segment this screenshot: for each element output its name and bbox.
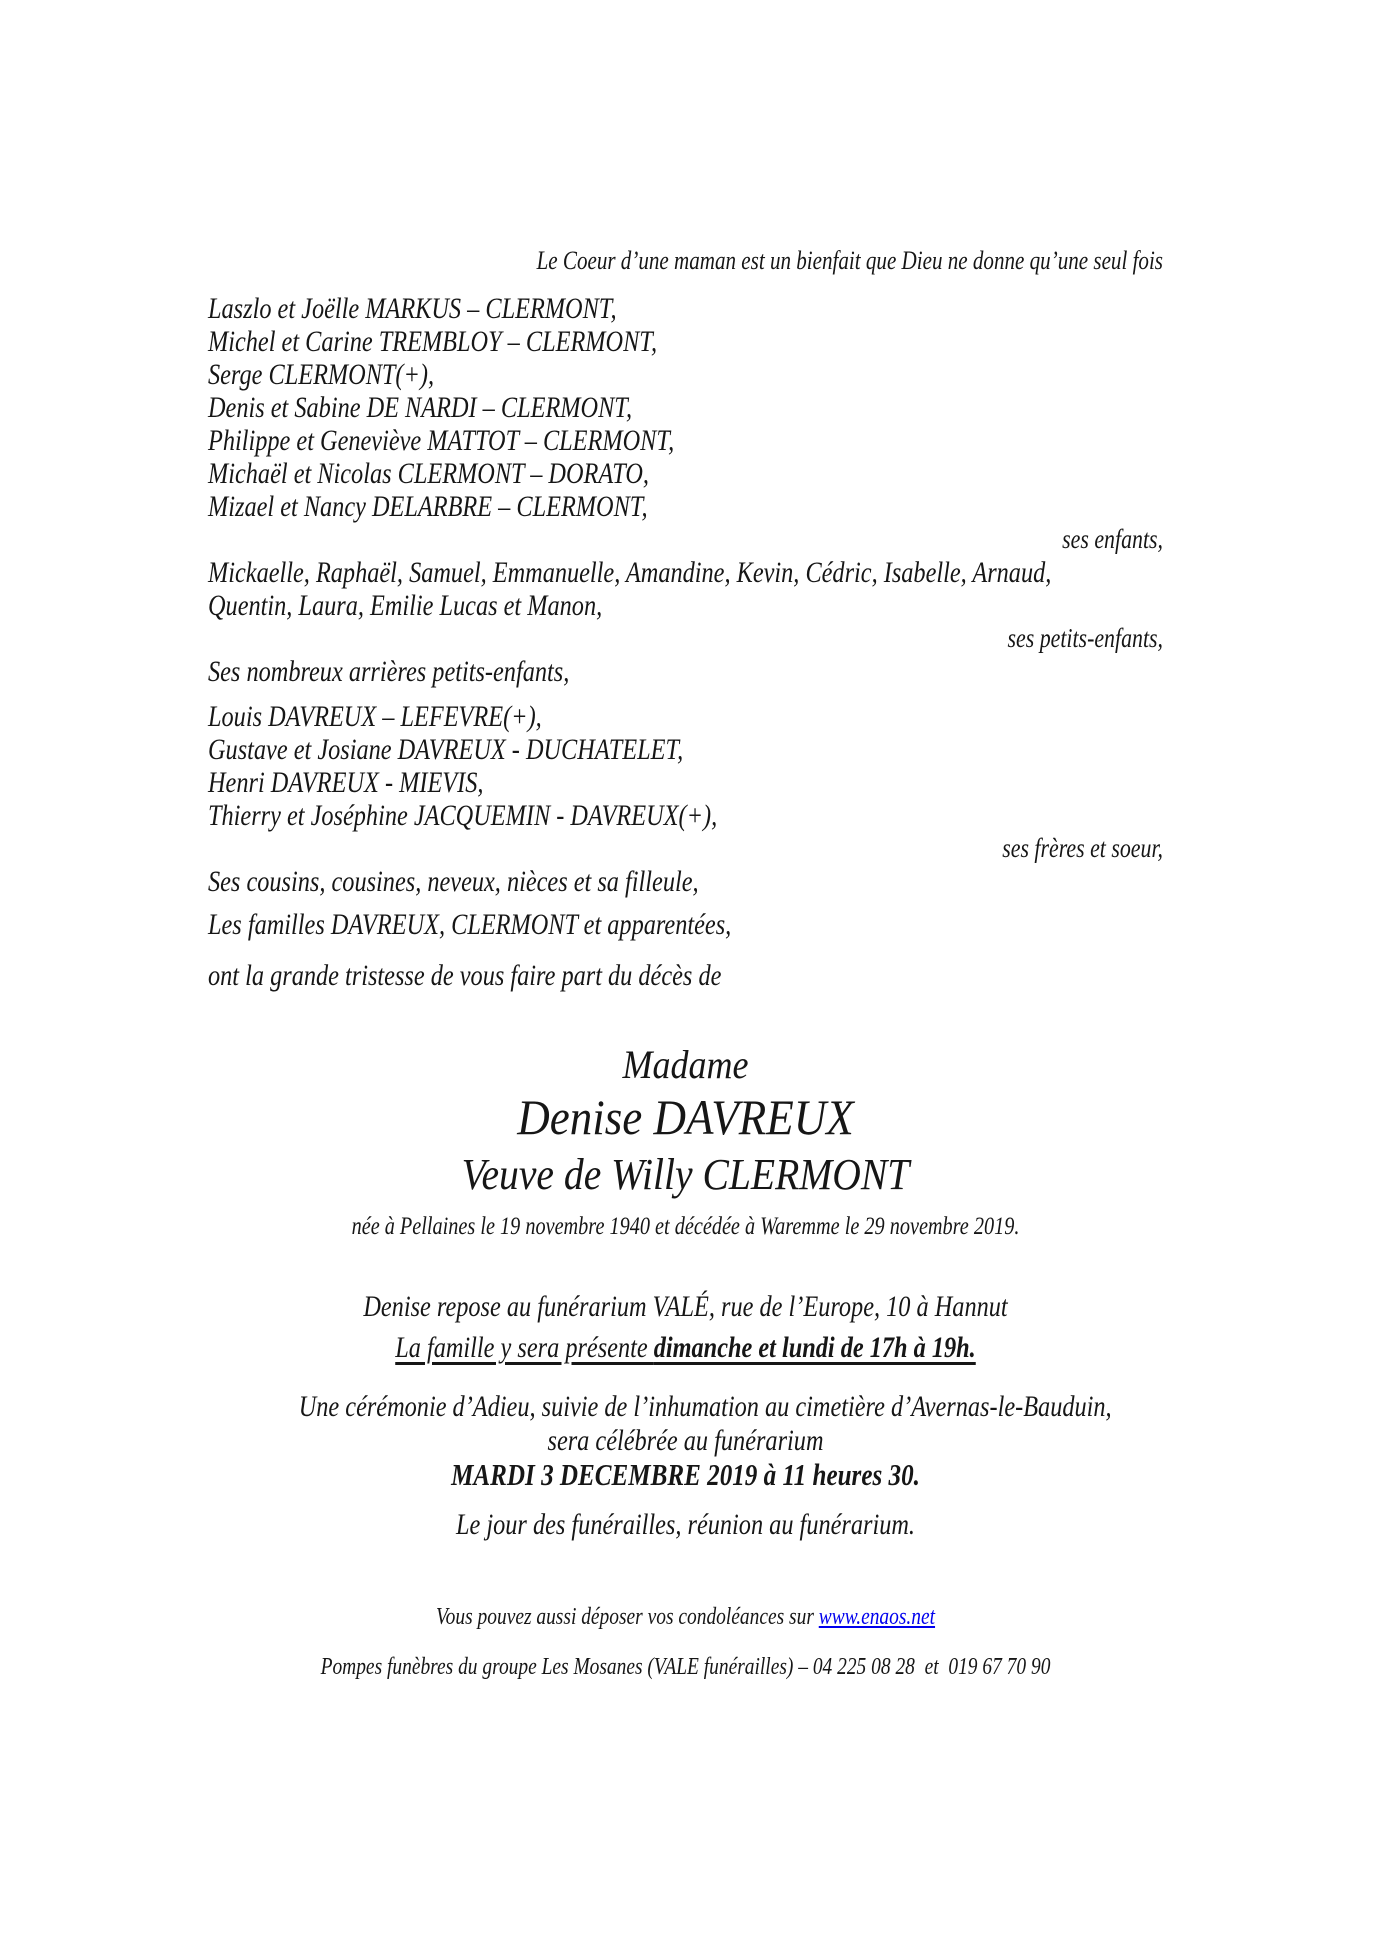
deceased-widow-of: Veuve de Willy CLERMONT	[461, 1150, 910, 1199]
children-relation-label: ses enfants,	[1062, 524, 1163, 554]
siblings-list	[208, 700, 1163, 832]
family-line: Michaël et Nicolas CLERMONT – DORATO,	[208, 457, 650, 490]
ceremony-line-2: sera célébrée au funérarium	[547, 1424, 824, 1457]
deceased-life-dates: née à Pellaines le 19 novembre 1940 et décédée à Waremme le 29 novembre 2019.	[351, 1213, 1020, 1240]
family-line: Gustave et Josiane DAVREUX - DUCHATELET,	[208, 733, 684, 766]
condolences-text: Vous pouvez aussi déposer vos condoléances sur	[435, 1604, 819, 1630]
family-line: Louis DAVREUX – LEFEVRE(+),	[208, 700, 542, 733]
grandchildren-list	[208, 556, 1163, 622]
condolences-link[interactable]: www.enaos.net	[818, 1604, 936, 1630]
great-grandchildren-line: Ses nombreux arrières petits-enfants,	[208, 655, 570, 688]
family-line: Serge CLERMONT(+),	[208, 358, 435, 391]
ceremony-date-line: MARDI 3 DECEMBRE 2019 à 11 heures 30.	[451, 1457, 920, 1492]
grandchildren-relation-label: ses petits-enfants,	[1007, 623, 1163, 653]
family-line: Denis et Sabine DE NARDI – CLERMONT,	[208, 391, 633, 424]
cousins-line: Ses cousins, cousines, neveux, nièces et sa filleule,	[208, 865, 699, 898]
condolences-line	[299, 1602, 1073, 1632]
family-line: Michel et Carine TREMBLOY – CLERMONT,	[208, 325, 658, 358]
epigraph-quote: Le Coeur d’une maman est un bienfait que Dieu ne donne qu’une seul fois	[536, 246, 1163, 275]
siblings-relation-label: ses frères et soeur,	[1002, 833, 1163, 863]
deceased-name: Denise DAVREUX	[517, 1089, 854, 1145]
funeral-home-line: Pompes funèbres du groupe Les Mosanes (VALE funérailles) – 04 225 08 28 et 019 67 70 90	[320, 1654, 1051, 1680]
deceased-title: Madame	[622, 1042, 749, 1087]
children-list	[208, 292, 1163, 523]
family-line: Mickaelle, Raphaël, Samuel, Emmanuelle, Amandine, Kevin, Cédric, Isabelle, Arnaud,	[208, 556, 1052, 589]
funeral-reunion-line: Le jour des funérailles, réunion au funérarium.	[456, 1508, 915, 1541]
ceremony-line-1: Une cérémonie d’Adieu, suivie de l’inhumation au cimetière d’Avernas-le-Bauduin,	[298, 1390, 1112, 1423]
family-line: Laszlo et Joëlle MARKUS – CLERMONT,	[208, 292, 617, 325]
viewing-location-line: Denise repose au funérarium VALÉ, rue de l’Europe, 10 à Hannut	[363, 1290, 1008, 1323]
families-line: Les familles DAVREUX, CLERMONT et apparentées,	[208, 908, 732, 941]
family-line: Mizael et Nancy DELARBRE – CLERMONT,	[208, 490, 648, 523]
family-line: Thierry et Joséphine JACQUEMIN - DAVREUX(+),	[208, 799, 718, 832]
announcement-line: ont la grande tristesse de vous faire part du décès de	[208, 959, 722, 992]
family-line: Henri DAVREUX - MIEVIS,	[208, 766, 484, 799]
family-line: Philippe et Geneviève MATTOT – CLERMONT,	[208, 424, 675, 457]
viewing-presence-prefix: La famille y sera présente	[395, 1331, 654, 1364]
viewing-presence-line	[299, 1330, 1073, 1366]
family-line: Quentin, Laura, Emilie Lucas et Manon,	[208, 589, 603, 622]
viewing-presence-times: dimanche et lundi de 17h à 19h.	[653, 1331, 976, 1364]
